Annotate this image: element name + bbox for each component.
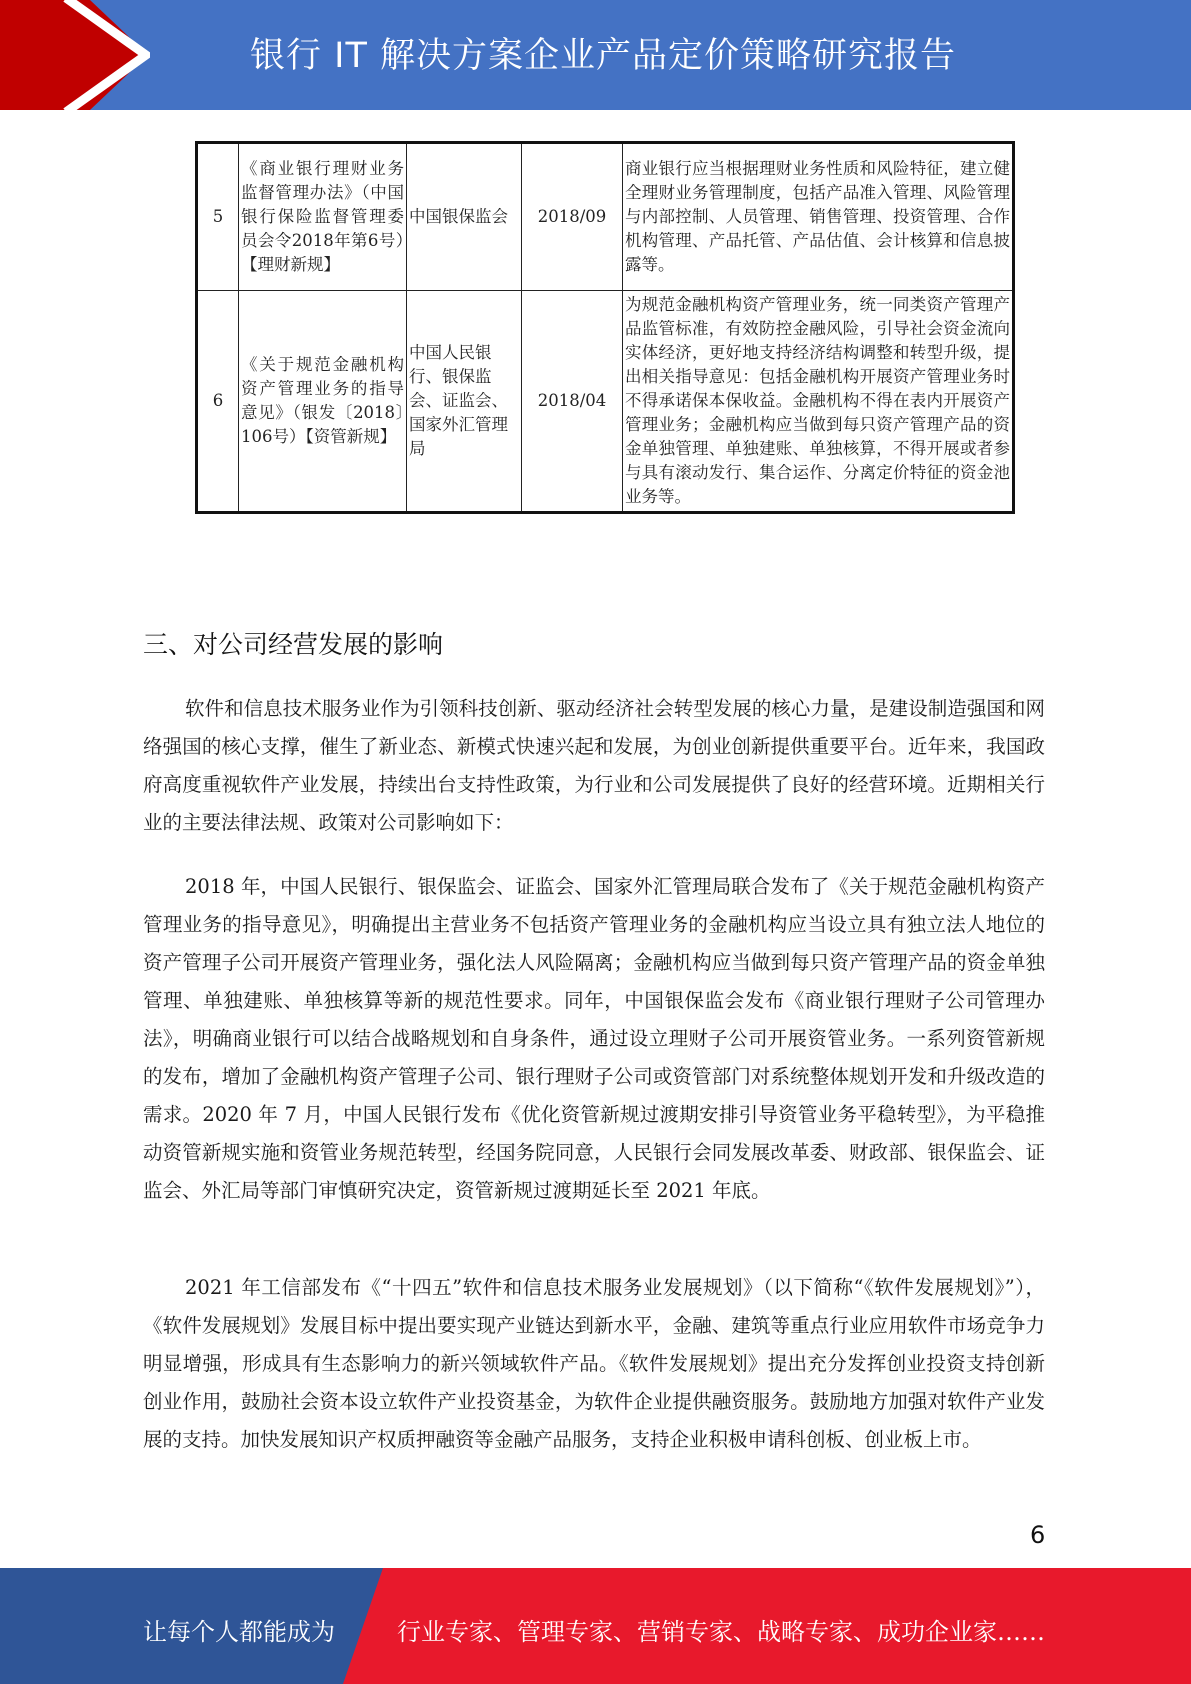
issuer: 中国人民银行、银保监会、证监会、国家外汇管理局 [407, 291, 522, 513]
body-paragraph: 2018 年，中国人民银行、银保监会、证监会、国家外汇管理局联合发布了《关于规范金融机构资产管理业务的指导意见》，明确提出主营业务不包括资产管理业务的金融机构应当设立具有独立法人地位的资产管理子公司开展资产管理业务，强化法人风险隔离；金融机构应当做到每只资产管理产品的资金单独管理、单独建账、单独核算等新的规范性要求。同年，中国银保监会发布《商业银行理财子公司管理办法》，明确商业银行可以结合战略规划和自身条件，通过设立理财子公司开展资管业务。一系列资管新规的发布，增加了金融机构资产管理子公司、银行理财子公司或资管部门对系统整体规划开发和升级改造的需求。2020 年 7 月，中国人民银行发布《优化资管新规过渡期安排引导资管业务平稳转型》，为平稳推动资管新规实施和资管业务规范转型，经国务院同意，人民银行会同发展改革委、财政部、银保监会、证监会、外汇局等部门审慎研究决定，资管新规过渡期延长至 2021 年底。 [143, 875, 1045, 1202]
page-header [0, 0, 1191, 110]
row-index: 6 [197, 291, 239, 513]
report-title: 银行 IT 解决方案企业产品定价策略研究报告 [250, 36, 956, 76]
issue-date: 2018/09 [522, 143, 623, 291]
footer-slogan-lead: 让每个人都能成为 [143, 1618, 335, 1646]
issue-date: 2018/04 [522, 291, 623, 513]
header-red-chevron-icon [0, 0, 150, 110]
page-number: 6 [1030, 1521, 1046, 1549]
row-index: 5 [197, 143, 239, 291]
table-row [197, 143, 1014, 291]
regulation-table [195, 141, 1015, 514]
page-footer [0, 1568, 1191, 1684]
regulation-name: 《关于规范金融机构资产管理业务的指导意见》（银发〔2018〕106号）【资管新规】 [239, 291, 407, 513]
regulation-name: 《商业银行理财业务监督管理办法》（中国银行保险监督管理委员会令2018年第6号）【理财新规】 [239, 143, 407, 291]
table-row [197, 291, 1014, 513]
issuer: 中国银保监会 [407, 143, 522, 291]
section-heading: 三、对公司经营发展的影响 [143, 630, 444, 659]
footer-slogan-roles: 行业专家、管理专家、营销专家、战略专家、成功企业家…… [397, 1618, 1045, 1646]
regulation-summary: 商业银行应当根据理财业务性质和风险特征，建立健全理财业务管理制度，包括产品准入管理、风险管理与内部控制、人员管理、销售管理、投资管理、合作机构管理、产品托管、产品估值、会计核算和信息披露等。 [623, 143, 1014, 291]
body-paragraph: 2021 年工信部发布《“十四五”软件和信息技术服务业发展规划》（以下简称“《软件发展规划》”），《软件发展规划》发展目标中提出要实现产业链达到新水平，金融、建筑等重点行业应用软件市场竞争力明显增强，形成具有生态影响力的新兴领域软件产品。《软件发展规划》提出充分发挥创业投资支持创新创业作用，鼓励社会资本设立软件产业投资基金，为软件企业提供融资服务。鼓励地方加强对软件产业发展的支持。加快发展知识产权质押融资等金融产品服务，支持企业积极申请科创板、创业板上市。 [143, 1276, 1045, 1451]
regulation-summary: 为规范金融机构资产管理业务，统一同类资产管理产品监管标准，有效防控金融风险，引导社会资金流向实体经济，更好地支持经济结构调整和转型升级，提出相关指导意见：包括金融机构开展资产管理业务时不得承诺保本保收益。金融机构不得在表内开展资产管理业务；金融机构应当做到每只资产管理产品的资金单独管理、单独建账、单独核算，不得开展或者参与具有滚动发行、集合运作、分离定价特征的资金池业务等。 [623, 291, 1014, 513]
body-paragraph: 软件和信息技术服务业作为引领科技创新、驱动经济社会转型发展的核心力量，是建设制造强国和网络强国的核心支撑，催生了新业态、新模式快速兴起和发展，为创业创新提供重要平台。近年来，我国政府高度重视软件产业发展，持续出台支持性政策，为行业和公司发展提供了良好的经营环境。近期相关行业的主要法律法规、政策对公司影响如下： [143, 697, 1045, 834]
